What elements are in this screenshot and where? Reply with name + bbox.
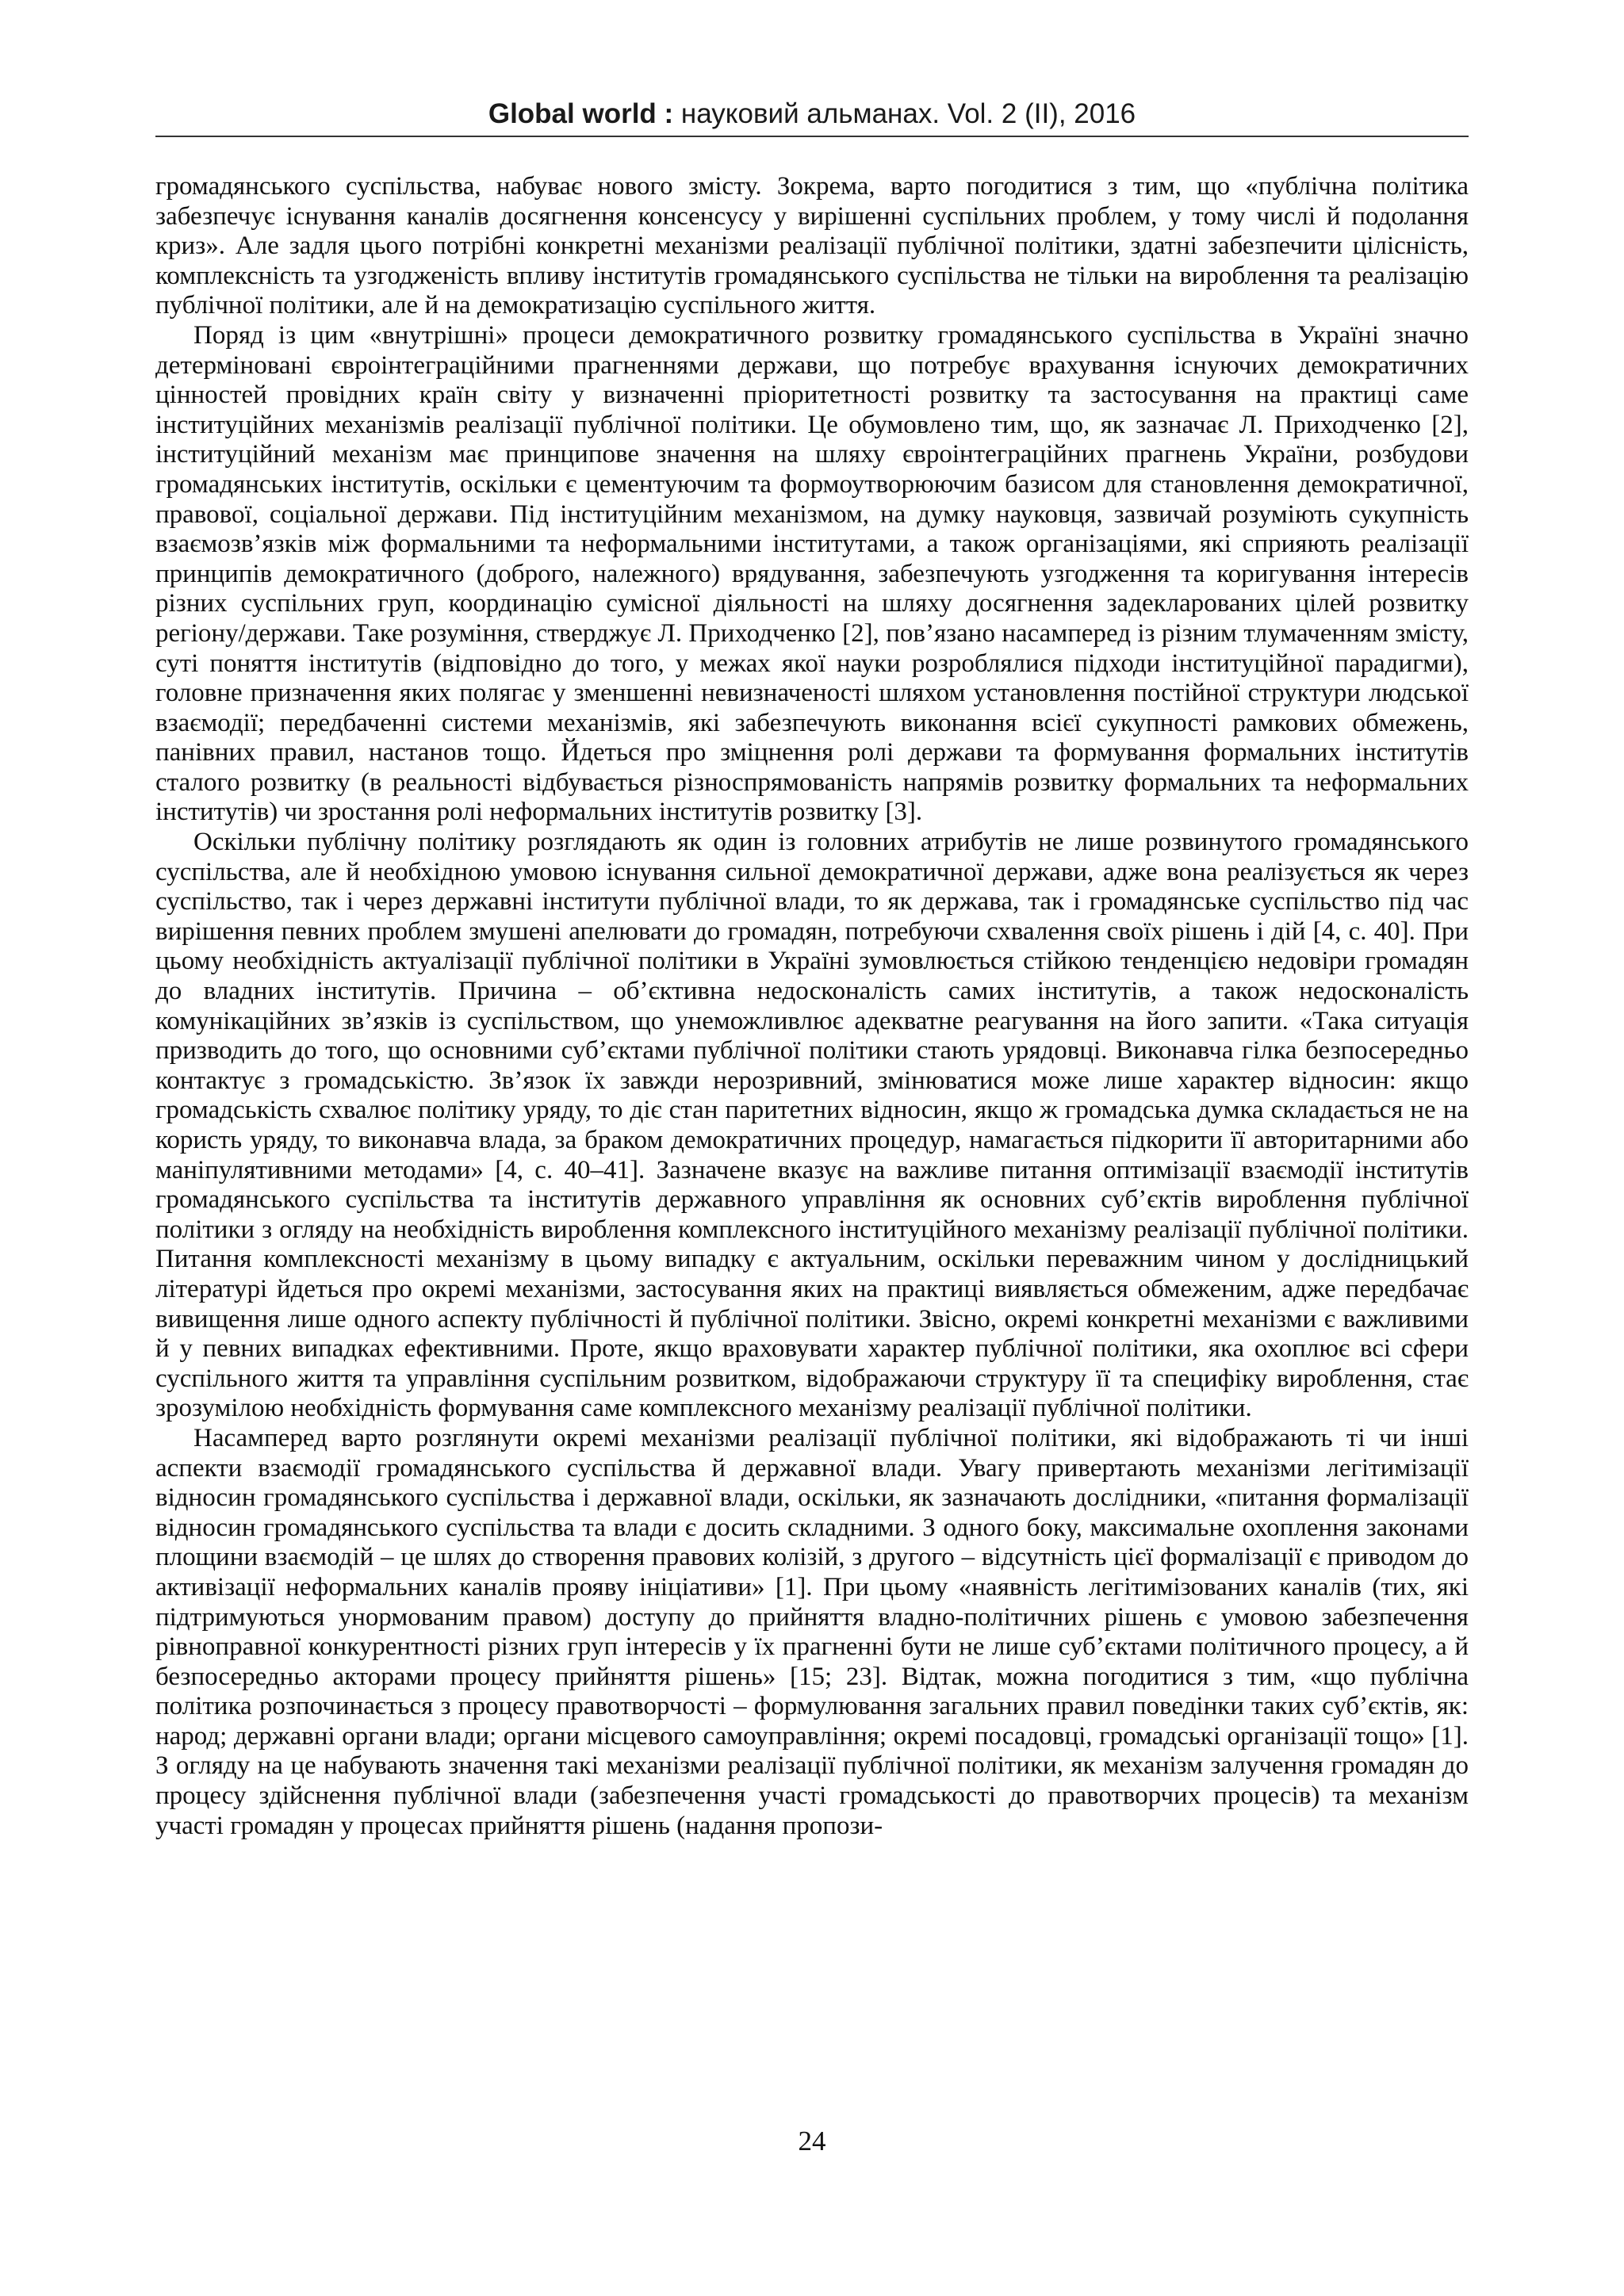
- journal-title: Global world :: [488, 98, 674, 129]
- running-header: [155, 97, 1469, 132]
- journal-issue: науковий альманах. Vol. 2 (II), 2016: [673, 98, 1136, 129]
- page-number: 24: [798, 2126, 826, 2156]
- paragraph: Насамперед варто розглянути окремі механізми реалізації публічної політики, які відображають ті чи інші аспекти взаємодії громадянського суспільства й державної влади. Увагу привертають механізми легітимізації відносин громадянського суспільства і державної влади, оскільки, як зазначають дослідники, «питання формалізації відносин громадянського суспільства та влади є досить складними. З одного боку, максимальне охоплення законами площини взаємодій – це шлях до створення правових колізій, з другого – відсутність цієї формалізації є приводом до активізації неформальних каналів прояву ініціативи» [1]. При цьому «наявність легітимізованих каналів (тих, які підтримуються унормованим правом) доступу до прийняття владно-політичних рішень є умовою забезпечення рівноправної конкурентності різних груп інтересів у їх прагненні бути не лише суб’єктами політичного процесу, а й безпосередньо акторами процесу прийняття рішень» [15; 23]. Відтак, можна погодитися з тим, «що публічна політика розпочинається з процесу правотворчості – формулювання загальних правил поведінки таких суб’єктів, як: народ; державні органи влади; органи місцевого самоуправління; окремі посадовці, громадські організації тощо» [1]. З огляду на це набувають значення такі механізми реалізації публічної політики, як механізм залучення громадян до процесу здійснення публічної влади (забезпечення участі громадськості до правотворчих процесів) та механізм участі громадян у процесах прийняття рішень (надання пропози-: [155, 1423, 1469, 1840]
- header-rule: [155, 136, 1469, 137]
- article-body: [155, 172, 1469, 1841]
- paragraph: Оскільки публічну політику розглядають як один із головних атрибутів не лише розвинутого громадянського суспільства, але й необхідною умовою існування сильної демократичної держави, адже вона реалізується як через суспільство, так і через державні інститути публічної влади, то як держава, так і громадянське суспільство під час вирішення певних проблем змушені апелювати до громадян, потребуючи схвалення своїх рішень і дій [4, с. 40]. При цьому необхідність актуалізації публічної політики в Україні зумовлюється стійкою тенденцією недовіри громадян до владних інститутів. Причина – об’єктивна недосконалість самих інститутів, а також недосконалість комунікаційних зв’язків із суспільством, що унеможливлює адекватне реагування на його запити. «Така ситуація призводить до того, що основними суб’єктами публічної політики стають урядовці. Виконавча гілка безпосередньо контактує з громадськістю. Зв’язок їх завжди нерозривний, змінюватися може лише характер відносин: якщо громадськість схвалює політику уряду, то діє стан паритетних відносин, якщо ж громадська думка складається не на користь уряду, то виконавча влада, за браком демократичних процедур, намагається підкорити її авторитарними або маніпулятивними методами» [4, с. 40–41]. Зазначене вказує на важливе питання оптимізації взаємодії інститутів громадянського суспільства та інститутів державного управління як основних суб’єктів вироблення публічної політики з огляду на необхідність вироблення комплексного інституційного механізму реалізації публічної політики. Питання комплексності механізму в цьому випадку є актуальним, оскільки переважним чином у дослідницький літературі йдеться про окремі механізми, застосування яких на практиці виявляється обмеженим, адже передбачає вивищення лише одного аспекту публічності й публічної політики. Звісно, окремі конкретні механізми є важливими й у певних випадках ефективними. Проте, якщо враховувати характер публічної політики, яка охоплює всі сфери суспільного життя та управління суспільним розвитком, відображаючи структуру її та специфіку вироблення, стає зрозумілою необхідність формування саме комплексного механізму реалізації публічної політики.: [155, 828, 1469, 1423]
- paragraph: громадянського суспільства, набуває нового змісту. Зокрема, варто погодитися з тим, що «публічна політика забезпечує існування каналів досягнення консенсусу у вирішенні суспільних проблем, у тому числі й подолання криз». Але задля цього потрібні конкретні механізми реалізації публічної політики, здатні забезпечити цілісність, комплексність та узгодженість впливу інститутів громадянського суспільства не тільки на вироблення та реалізацію публічної політики, але й на демократизацію суспільного життя.: [155, 172, 1469, 320]
- paragraph: Поряд із цим «внутрішні» процеси демократичного розвитку громадянського суспільства в Україні значно детерміновані євроінтеграційними прагненнями держави, що потребує врахування існуючих демократичних цінностей провідних країн світу у визначенні пріоритетності розвитку та застосування на практиці саме інституційних механізмів реалізації публічної політики. Це обумовлено тим, що, як зазначає Л. Приходченко [2], інституційний механізм має принципове значення на шляху євроінтеграційних прагнень України, розбудови громадянських інститутів, оскільки є цементуючим та формоутворюючим базисом для становлення демократичної, правової, соціальної держави. Під інституційним механізмом, на думку науковця, зазвичай розуміють сукупність взаємозв’язків між формальними та неформальними інститутами, а також організаціями, які сприяють реалізації принципів демократичного (доброго, належного) врядування, забезпечують узгодження та коригування інтересів різних суспільних груп, координацію сумісної діяльності на шляху досягнення задекларованих цілей розвитку регіону/держави. Таке розуміння, стверджує Л. Приходченко [2], пов’язано насамперед із різним тлумаченням змісту, суті поняття інститутів (відповідно до того, у межах якої науки розроблялися підходи інституційної парадигми), головне призначення яких полягає у зменшенні невизначеності шляхом установлення постійної структури людської взаємодії; передбаченні системи механізмів, які забезпечують виконання всієї сукупності рамкових обмежень, панівних правил, настанов тощо. Йдеться про зміцнення ролі держави та формування формальних інститутів сталого розвитку (в реальності відбувається різноспрямованість напрямів розвитку формальних та неформальних інститутів) чи зростання ролі неформальних інститутів розвитку [3].: [155, 320, 1469, 827]
